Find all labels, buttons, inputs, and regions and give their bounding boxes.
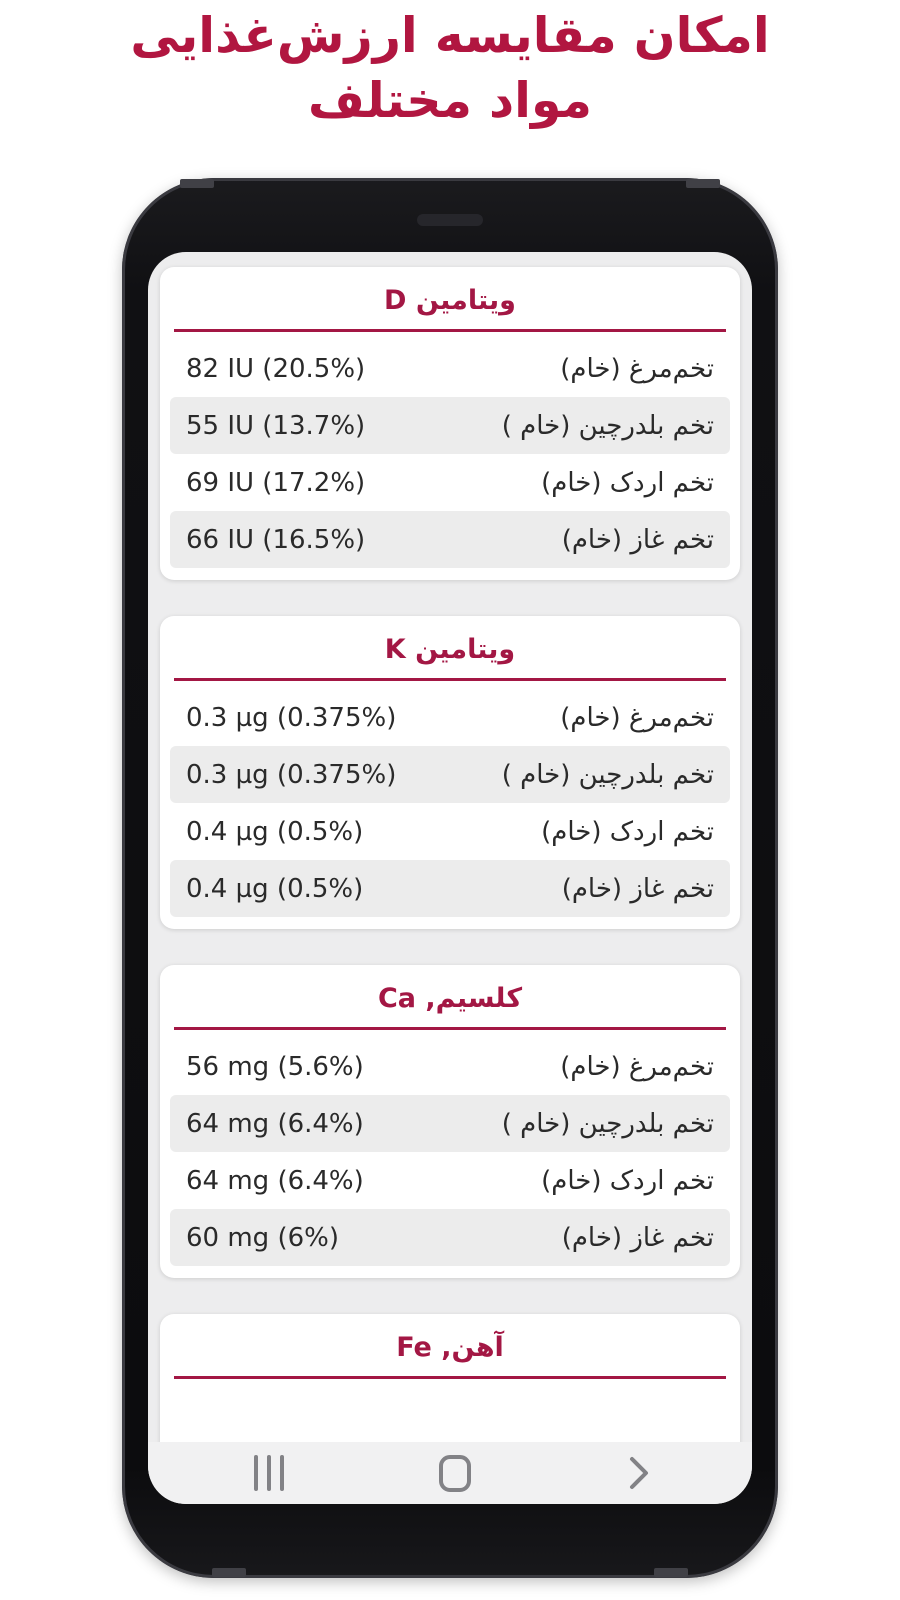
food-name: تخم‌مرغ (خام) xyxy=(560,702,714,733)
food-value: 64 mg (6.4%) xyxy=(186,1165,364,1196)
page-title xyxy=(0,0,900,133)
food-name: تخم‌مرغ (خام) xyxy=(560,353,714,384)
food-value: 82 IU (20.5%) xyxy=(186,353,366,384)
card-vitamin-d xyxy=(160,267,740,580)
food-name: تخم بلدرچین (خام ) xyxy=(501,759,714,790)
card-title: ویتامین K xyxy=(384,634,516,665)
food-row xyxy=(170,1095,730,1152)
food-name: تخم‌مرغ (خام) xyxy=(560,1051,714,1082)
food-value: 56 mg (5.6%) xyxy=(186,1051,364,1082)
page-title-line1: امکان مقایسه ارزش‌غذایی xyxy=(130,7,770,64)
screen-content xyxy=(148,252,752,1464)
card-title: کلسیم, Ca xyxy=(377,983,523,1014)
card-rows xyxy=(160,681,740,929)
food-row xyxy=(170,340,730,397)
food-row xyxy=(170,454,730,511)
phone-screen xyxy=(148,252,752,1504)
card-calcium xyxy=(160,965,740,1278)
food-name: تخم غاز (خام) xyxy=(561,1222,714,1253)
antenna-line xyxy=(180,179,214,188)
food-row xyxy=(170,511,730,568)
card-divider xyxy=(174,1376,726,1379)
food-name: تخم اردک (خام) xyxy=(541,467,714,498)
food-value: 64 mg (6.4%) xyxy=(186,1108,364,1139)
earpiece-speaker-icon xyxy=(417,214,483,226)
food-value: 0.3 µg (0.375%) xyxy=(186,702,397,733)
food-name: تخم بلدرچین (خام ) xyxy=(501,410,714,441)
food-value: 55 IU (13.7%) xyxy=(186,410,366,441)
food-row xyxy=(170,1038,730,1095)
food-value: 0.4 µg (0.5%) xyxy=(186,816,364,847)
food-value: 69 IU (17.2%) xyxy=(186,467,366,498)
food-name: تخم اردک (خام) xyxy=(541,816,714,847)
food-row xyxy=(170,746,730,803)
food-value: 66 IU (16.5%) xyxy=(186,524,366,555)
food-row xyxy=(170,689,730,746)
antenna-line xyxy=(654,1568,688,1577)
food-row xyxy=(170,860,730,917)
food-name: تخم غاز (خام) xyxy=(561,873,714,904)
card-rows xyxy=(160,332,740,580)
food-row xyxy=(170,397,730,454)
phone-frame xyxy=(122,178,778,1578)
food-name: تخم بلدرچین (خام ) xyxy=(501,1108,714,1139)
card-vitamin-k xyxy=(160,616,740,929)
food-row xyxy=(170,1152,730,1209)
food-value: 60 mg (6%) xyxy=(186,1222,339,1253)
home-icon[interactable] xyxy=(439,1455,471,1492)
food-name: تخم غاز (خام) xyxy=(561,524,714,555)
food-value: 0.4 µg (0.5%) xyxy=(186,873,364,904)
recents-icon[interactable] xyxy=(254,1455,284,1491)
antenna-line xyxy=(686,179,720,188)
android-nav-bar xyxy=(148,1442,752,1504)
card-title: آهن, Fe xyxy=(396,1332,504,1363)
food-row xyxy=(170,803,730,860)
back-icon[interactable] xyxy=(626,1453,652,1493)
food-row xyxy=(170,1209,730,1266)
antenna-line xyxy=(212,1568,246,1577)
food-value: 0.3 µg (0.375%) xyxy=(186,759,397,790)
card-title: ویتامین D xyxy=(384,285,516,316)
page-title-line2: مواد مختلف xyxy=(307,71,593,129)
card-rows xyxy=(160,1030,740,1278)
food-name: تخم اردک (خام) xyxy=(541,1165,714,1196)
